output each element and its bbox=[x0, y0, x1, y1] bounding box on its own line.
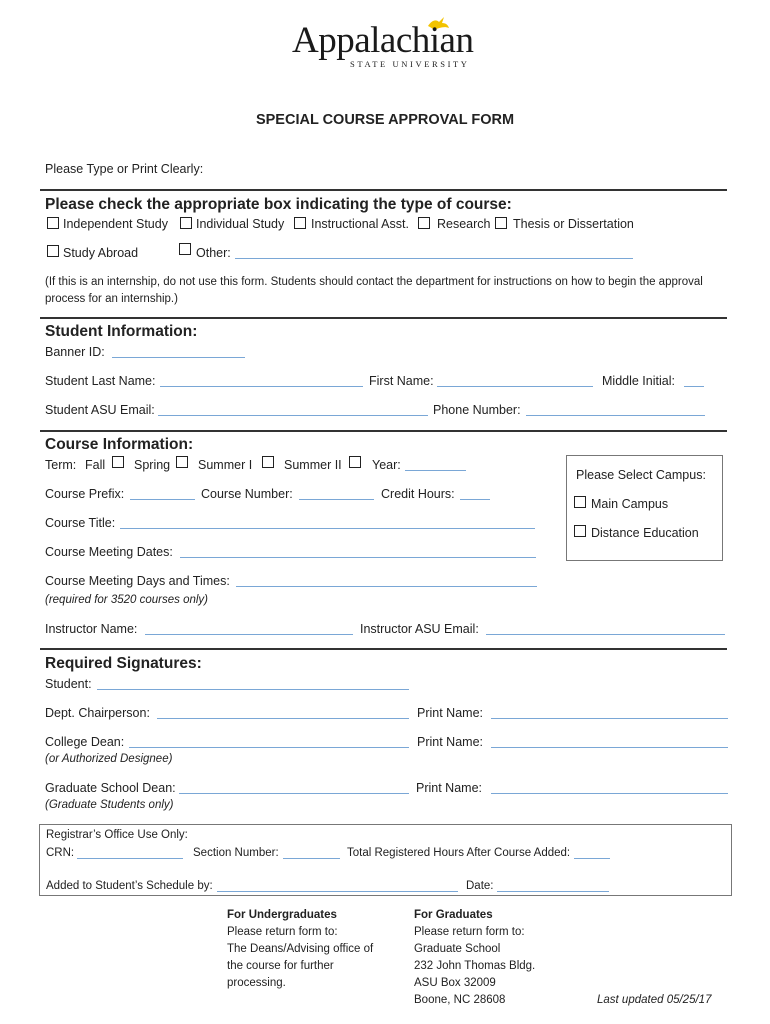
checkbox-independent-study[interactable] bbox=[47, 217, 59, 229]
section-label: Section Number: bbox=[193, 847, 279, 859]
meeting-dates-field[interactable] bbox=[180, 557, 536, 558]
logo-wordmark: Appalachian bbox=[292, 20, 474, 61]
term-summer2-label: Summer II bbox=[284, 458, 342, 472]
undergrad-line: processing. bbox=[227, 977, 286, 989]
term-spring-label: Spring bbox=[134, 458, 171, 472]
phone-field[interactable] bbox=[526, 415, 705, 416]
option-label: Research bbox=[437, 217, 491, 231]
checkbox-fall[interactable] bbox=[112, 456, 124, 468]
checkbox-main-campus[interactable] bbox=[574, 496, 586, 508]
added-by-label: Added to Student’s Schedule by: bbox=[46, 880, 213, 892]
crn-field[interactable] bbox=[77, 858, 183, 859]
term-summer1-label: Summer I bbox=[198, 458, 253, 472]
print-name-label: Print Name: bbox=[417, 706, 483, 720]
term-label: Term: bbox=[45, 458, 77, 472]
grad-dean-label: Graduate School Dean: bbox=[45, 781, 176, 795]
signatures-heading: Required Signatures: bbox=[45, 655, 202, 672]
meeting-note: (required for 3520 courses only) bbox=[45, 594, 208, 606]
checkbox-research[interactable] bbox=[418, 217, 430, 229]
divider bbox=[40, 189, 727, 191]
undergrad-line: Please return form to: bbox=[227, 926, 338, 938]
divider bbox=[40, 430, 727, 432]
email-field[interactable] bbox=[158, 415, 428, 416]
internship-note-1: (If this is an internship, do not use this form. Students should contact the department for instructions on how to begin the approval bbox=[45, 276, 703, 288]
grad-heading: For Graduates bbox=[414, 909, 493, 921]
last-name-field[interactable] bbox=[160, 386, 363, 387]
university-logo bbox=[292, 16, 482, 72]
date-field[interactable] bbox=[497, 891, 609, 892]
crn-label: CRN: bbox=[46, 847, 75, 859]
divider bbox=[40, 648, 727, 650]
student-signature-label: Student: bbox=[45, 677, 92, 691]
middle-initial-label: Middle Initial: bbox=[602, 374, 675, 388]
course-heading: Course Information: bbox=[45, 436, 194, 453]
chair-label: Dept. Chairperson: bbox=[45, 706, 150, 720]
course-type-heading: Please check the appropriate box indicating the type of course: bbox=[45, 196, 512, 213]
form-title: SPECIAL COURSE APPROVAL FORM bbox=[255, 112, 515, 128]
checkbox-study-abroad[interactable] bbox=[47, 245, 59, 257]
checkbox-summer-2[interactable] bbox=[349, 456, 361, 468]
student-heading: Student Information: bbox=[45, 323, 198, 340]
option-label: Instructional Asst. bbox=[311, 217, 409, 231]
other-field[interactable] bbox=[235, 258, 633, 259]
instruction-text: Please Type or Print Clearly: bbox=[45, 162, 204, 176]
grad-line: Boone, NC 28608 bbox=[414, 994, 506, 1006]
option-label: Independent Study bbox=[63, 217, 168, 231]
option-label: Other: bbox=[196, 246, 231, 260]
dean-label: College Dean: bbox=[45, 735, 125, 749]
instructor-name-label: Instructor Name: bbox=[45, 622, 138, 636]
grad-line: Please return form to: bbox=[414, 926, 525, 938]
phone-label: Phone Number: bbox=[433, 403, 521, 417]
date-label: Date: bbox=[466, 880, 494, 892]
grad-line: Graduate School bbox=[414, 943, 501, 955]
registrar-heading: Registrar’s Office Use Only: bbox=[46, 829, 188, 841]
checkbox-individual-study[interactable] bbox=[180, 217, 192, 229]
campus-box bbox=[566, 455, 723, 561]
meeting-dates-label: Course Meeting Dates: bbox=[45, 545, 173, 559]
banner-id-label: Banner ID: bbox=[45, 345, 105, 359]
number-label: Course Number: bbox=[201, 487, 293, 501]
grad-note: (Graduate Students only) bbox=[45, 799, 174, 811]
instructor-email-field[interactable] bbox=[486, 634, 725, 635]
meeting-days-field[interactable] bbox=[236, 586, 537, 587]
instructor-name-field[interactable] bbox=[145, 634, 353, 635]
year-label: Year: bbox=[372, 458, 401, 472]
instructor-email-label: Instructor ASU Email: bbox=[360, 622, 479, 636]
option-label: Individual Study bbox=[196, 217, 285, 231]
banner-id-field[interactable] bbox=[112, 357, 245, 358]
prefix-label: Course Prefix: bbox=[45, 487, 125, 501]
dean-note: (or Authorized Designee) bbox=[45, 753, 173, 765]
checkbox-distance-education[interactable] bbox=[574, 525, 586, 537]
option-label: Thesis or Dissertation bbox=[513, 217, 634, 231]
total-hours-field[interactable] bbox=[574, 858, 610, 859]
checkbox-other[interactable] bbox=[179, 243, 191, 255]
section-field[interactable] bbox=[283, 858, 340, 859]
number-field[interactable] bbox=[299, 499, 374, 500]
grad-line: ASU Box 32009 bbox=[414, 977, 496, 989]
course-title-field[interactable] bbox=[120, 528, 535, 529]
checkbox-summer-1[interactable] bbox=[262, 456, 274, 468]
campus-option-label: Main Campus bbox=[591, 497, 669, 511]
undergrad-line: The Deans/Advising office of bbox=[227, 943, 374, 955]
first-name-label: First Name: bbox=[369, 374, 434, 388]
checkbox-thesis[interactable] bbox=[495, 217, 507, 229]
internship-note-2: process for an internship.) bbox=[45, 293, 178, 305]
campus-option-label: Distance Education bbox=[591, 526, 699, 540]
middle-initial-field[interactable] bbox=[684, 386, 704, 387]
checkbox-instructional-asst[interactable] bbox=[294, 217, 306, 229]
last-updated: Last updated 05/25/17 bbox=[597, 994, 712, 1006]
dean-print-field[interactable] bbox=[491, 747, 728, 748]
credit-hours-label: Credit Hours: bbox=[381, 487, 455, 501]
prefix-field[interactable] bbox=[130, 499, 195, 500]
credit-hours-field[interactable] bbox=[460, 499, 490, 500]
divider bbox=[40, 317, 727, 319]
grad-dean-print-field[interactable] bbox=[491, 793, 728, 794]
print-name-label: Print Name: bbox=[416, 781, 482, 795]
grad-dean-signature-field[interactable] bbox=[179, 793, 409, 794]
added-by-field[interactable] bbox=[217, 891, 458, 892]
chair-signature-field[interactable] bbox=[157, 718, 409, 719]
campus-heading: Please Select Campus: bbox=[576, 468, 706, 482]
last-name-label: Student Last Name: bbox=[45, 374, 156, 388]
email-label: Student ASU Email: bbox=[45, 403, 155, 417]
grad-line: 232 John Thomas Bldg. bbox=[414, 960, 536, 972]
chair-print-field[interactable] bbox=[491, 718, 728, 719]
course-title-label: Course Title: bbox=[45, 516, 116, 530]
term-fall-label: Fall bbox=[85, 458, 106, 472]
undergrad-heading: For Undergraduates bbox=[227, 909, 337, 921]
logo-subtitle: STATE UNIVERSITY bbox=[350, 59, 470, 69]
checkbox-spring[interactable] bbox=[176, 456, 188, 468]
meeting-days-label: Course Meeting Days and Times: bbox=[45, 574, 230, 588]
student-signature-field[interactable] bbox=[97, 689, 409, 690]
total-hours-label: Total Registered Hours After Course Added: bbox=[347, 847, 571, 859]
registrar-box bbox=[39, 824, 732, 896]
dean-signature-field[interactable] bbox=[129, 747, 409, 748]
option-label: Study Abroad bbox=[63, 246, 139, 260]
first-name-field[interactable] bbox=[437, 386, 593, 387]
undergrad-line: the course for further bbox=[227, 960, 334, 972]
print-name-label: Print Name: bbox=[417, 735, 483, 749]
year-field[interactable] bbox=[405, 470, 466, 471]
